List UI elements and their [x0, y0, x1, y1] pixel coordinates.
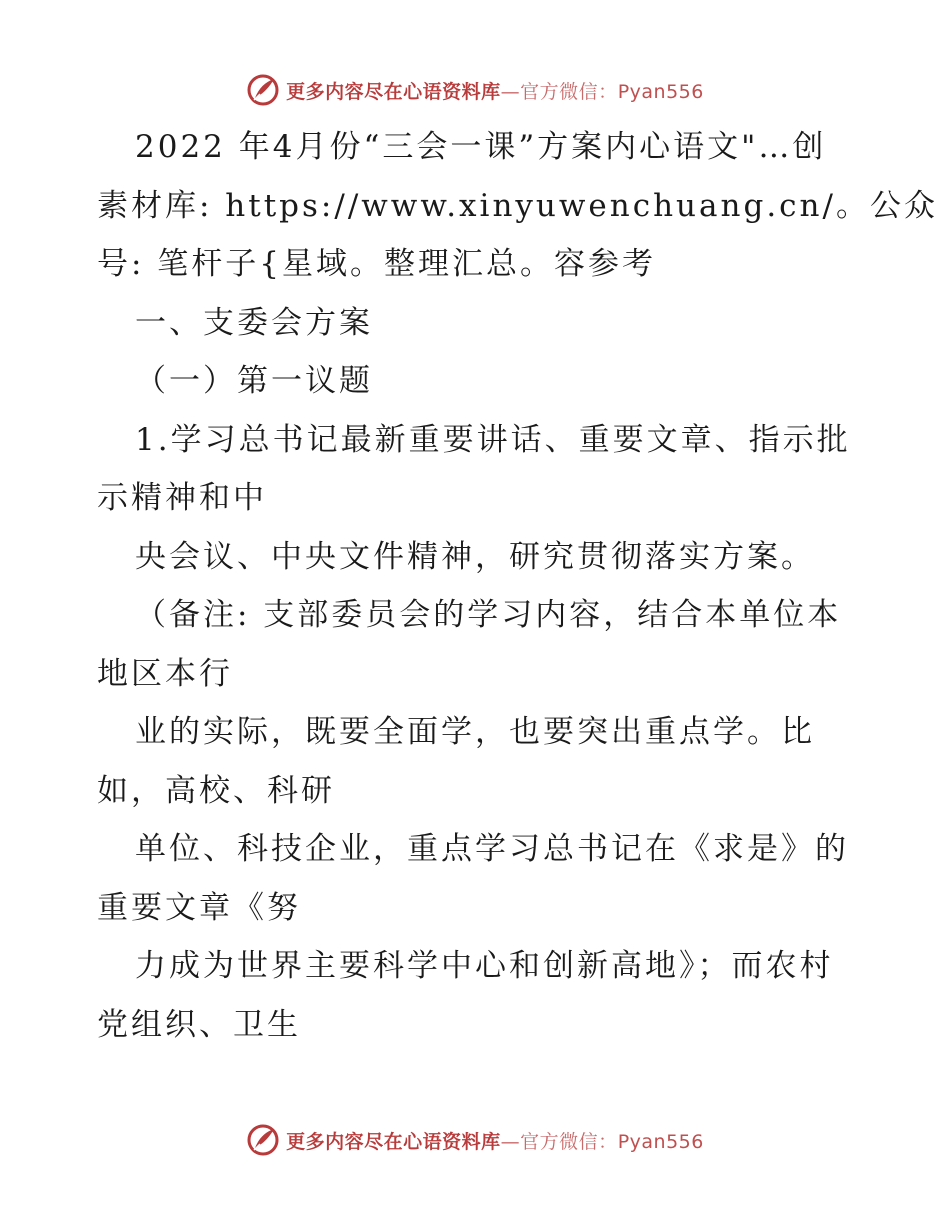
text-line: 如，高校、科研 [97, 772, 335, 809]
text-line: 素材库: https://www.xinyuwenchuang.cn/。公众 [97, 187, 938, 224]
text-line: 力成为世界主要科学中心和创新高地》；而农村 [135, 948, 834, 984]
banner-wechat-label: 官方微信： [520, 1130, 618, 1153]
text-line: 号: 笔杆子{星域。整理汇总。容参考 [97, 246, 657, 282]
section-heading: 一、支委会方案 [135, 304, 373, 341]
subsection-heading: （一）第一议题 [135, 363, 373, 399]
banner-title: 更多内容尽在心语资料库 [286, 80, 501, 103]
text-line: 单位、科技企业，重点学习总书记在《求是》的 [135, 831, 849, 867]
banner-separator: — [500, 1130, 521, 1153]
text-line: 业的实际，既要全面学，也要突出重点学。比 [135, 714, 815, 750]
text-line: 2022 年4月份“三会一课”方案内心语文"…创 [135, 129, 827, 165]
text-line: 党组织、卫生 [97, 1006, 301, 1043]
banner-text [286, 77, 704, 104]
text-line: 示精神和中 [97, 480, 267, 516]
feather-pen-logo-icon [246, 73, 280, 107]
text-line: 央会议、中央文件精神，研究贯彻落实方案。 [135, 538, 815, 575]
feather-pen-logo-icon [246, 1123, 280, 1157]
header-banner [0, 70, 950, 110]
banner-wechat-label: 官方微信： [520, 80, 618, 103]
text-line: 1.学习总书记最新重要讲话、重要文章、指示批 [135, 421, 851, 458]
text-line: （备注: 支部委员会的学习内容，结合本单位本 [135, 597, 842, 633]
banner-wechat-account: Pyan556 [617, 1130, 704, 1153]
footer-banner [0, 1120, 950, 1160]
banner-wechat-account: Pyan556 [617, 80, 704, 103]
banner-separator: — [500, 80, 521, 103]
document-body [97, 118, 938, 1054]
text-line: 地区本行 [97, 655, 233, 692]
text-line: 重要文章《努 [97, 889, 301, 926]
banner-text [286, 1127, 704, 1154]
banner-title: 更多内容尽在心语资料库 [286, 1130, 501, 1153]
